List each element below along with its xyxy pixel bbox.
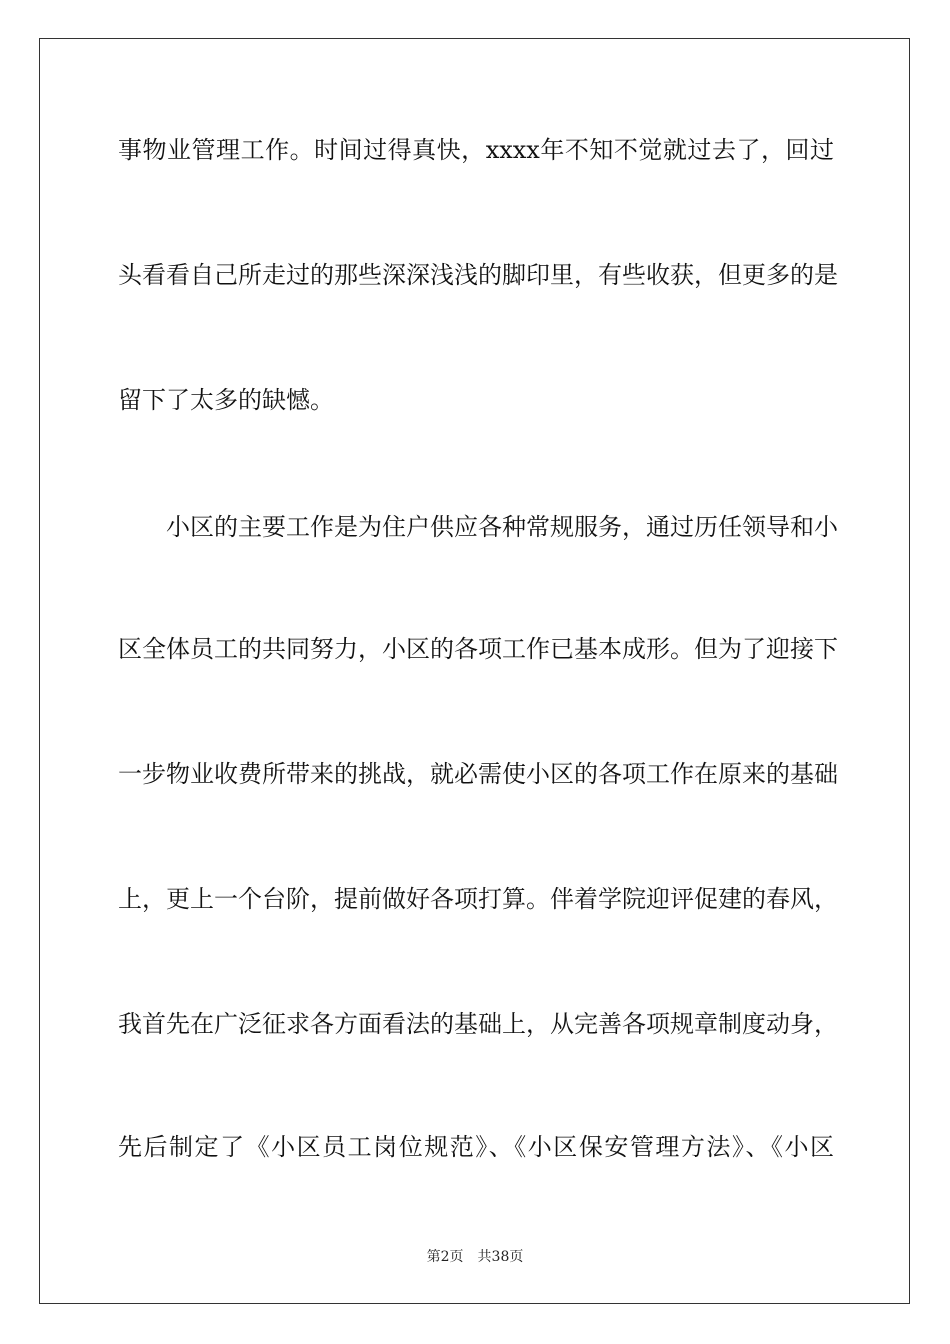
paragraph-first-line: 小区的主要工作是为住户供应各种常规服务，通过历任领导和小	[166, 513, 838, 541]
page-number: 第2页	[426, 1249, 464, 1265]
page-border	[39, 38, 910, 1304]
body-text-line: 我首先在广泛征求各方面看法的基础上，从完善各项规章制度动身，	[118, 1010, 838, 1038]
body-text-line: 留下了太多的缺憾。	[118, 386, 334, 414]
body-text-line: 区全体员工的共同努力，小区的各项工作已基本成形。但为了迎接下	[118, 635, 838, 663]
total-pages: 共38页	[477, 1249, 524, 1265]
page-footer	[0, 1248, 950, 1266]
body-text-line: 一步物业收费所带来的挑战，就必需使小区的各项工作在原来的基础	[118, 760, 838, 788]
body-text-line: 事物业管理工作。时间过得真快，xxxx年不知不觉就过去了，回过	[118, 136, 834, 164]
body-text-line: 头看看自己所走过的那些深深浅浅的脚印里，有些收获，但更多的是	[118, 261, 838, 289]
body-text-line: 上，更上一个台阶，提前做好各项打算。伴着学院迎评促建的春风，	[118, 885, 838, 913]
body-text-line: 先后制定了《小区员工岗位规范》、《小区保安管理方法》、《小区	[118, 1133, 834, 1161]
